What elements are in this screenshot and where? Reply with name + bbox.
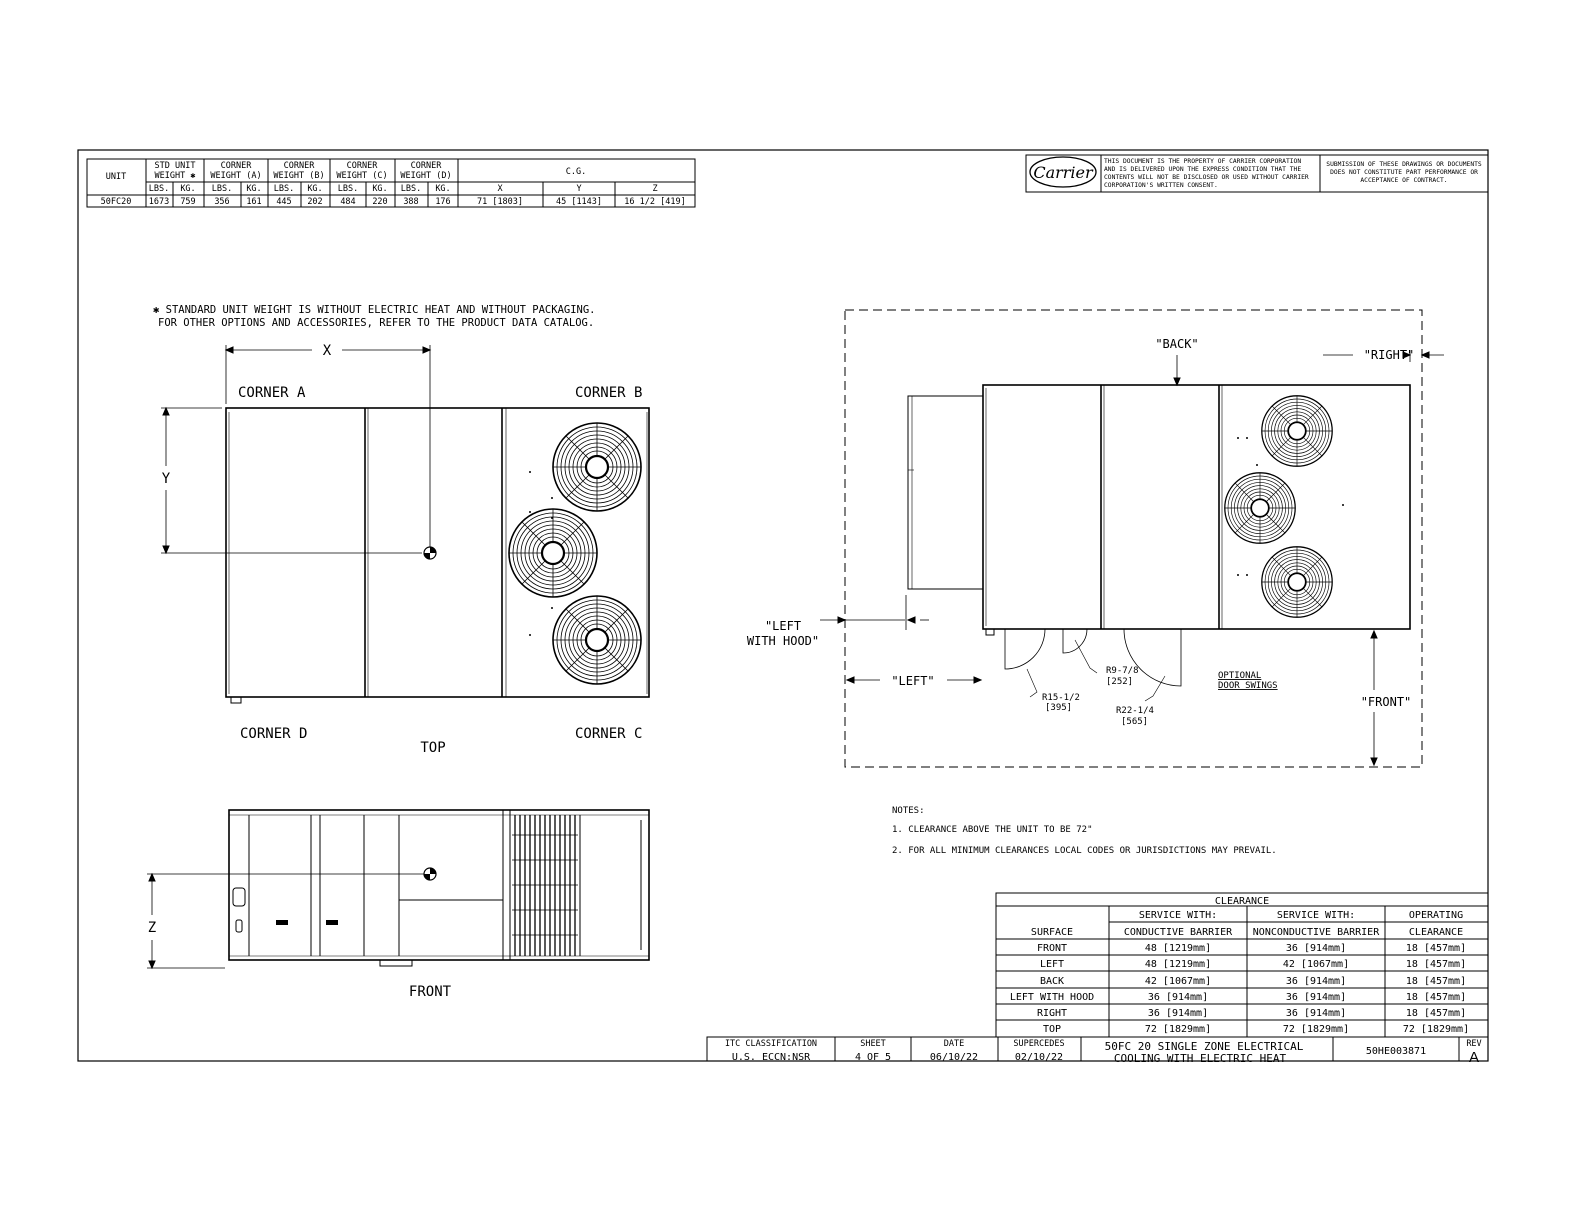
wt-row-std-lbs: 1673 (148, 197, 170, 207)
right-label: "RIGHT" (1363, 348, 1415, 362)
ct-row-1-surface: LEFT (1039, 959, 1065, 970)
tb-title-line-2: COOLING WITH ELECTRIC HEAT (1113, 1052, 1287, 1065)
wt-sub-lbs-a: LBS. (211, 184, 233, 194)
clearance-plan-fans (1225, 396, 1332, 617)
left-hood-label-2: WITH HOOD" (746, 634, 820, 648)
wt-row-cg-z: 16 1/2 [419] (624, 197, 686, 207)
property-notice-line-2: AND IS DELIVERED UPON THE EXPRESS CONDITION THAT THE (1104, 166, 1302, 173)
wt-row-unit: 50FC20 (100, 197, 132, 207)
fan-icon (1262, 547, 1332, 617)
clearance-table-title: CLEARANCE (1214, 896, 1270, 907)
wt-sub-kg-c: KG. (372, 184, 388, 194)
tb-rev-label: REV (1466, 1039, 1482, 1049)
wt-sub-z: Z (652, 184, 658, 194)
ct-row-0-conductive: 48 [1219mm] (1144, 943, 1212, 954)
ct-row-2-operating: 18 [457mm] (1405, 976, 1467, 987)
wt-sub-x: X (497, 184, 503, 194)
wt-row-cg-y: 45 [1143] (555, 197, 603, 207)
wt-row-cg-x: 71 [1803] (476, 197, 524, 207)
wt-header-corner-c-1: CORNER (346, 161, 378, 171)
wt-sub-lbs-d: LBS. (400, 184, 422, 194)
ct-h2-nonconductive: NONCONDUCTIVE BARRIER (1252, 927, 1380, 938)
wt-row-std-kg: 759 (180, 197, 196, 207)
notes-title: NOTES: (892, 806, 925, 816)
submission-notice-line-3: ACCEPTANCE OF CONTRACT. (1360, 177, 1448, 184)
ct-row-3-conductive: 36 [914mm] (1147, 992, 1209, 1003)
wt-header-cg: C.G. (565, 167, 587, 177)
ct-h1-service-nonconductive: SERVICE WITH: (1276, 910, 1356, 921)
wt-row-d-kg: 176 (435, 197, 451, 207)
property-notice-line-1: THIS DOCUMENT IS THE PROPERTY OF CARRIER CORPORATION (1104, 158, 1302, 165)
property-notice-line-3: CONTENTS WILL NOT BE DISCLOSED OR USED WITHOUT CARRIER (1104, 174, 1309, 181)
note-1: 1. CLEARANCE ABOVE THE UNIT TO BE 72" (892, 825, 1093, 835)
ct-h1-operating: OPERATING (1408, 910, 1464, 921)
left-label: "LEFT" (891, 674, 935, 688)
front-view (147, 810, 649, 968)
radius-1-label: R15-1/2 (1042, 693, 1080, 703)
wt-sub-lbs-std: LBS. (148, 184, 170, 194)
wt-header-std-2: WEIGHT ✱ (154, 171, 196, 181)
tb-date-label: DATE (943, 1039, 965, 1049)
tb-sheet-value: 4 OF 5 (854, 1052, 892, 1063)
ct-row-0-nonconductive: 36 [914mm] (1285, 943, 1347, 954)
tb-sheet-label: SHEET (860, 1039, 886, 1049)
note-2: 2. FOR ALL MINIMUM CLEARANCES LOCAL CODES OR JURISDICTIONS MAY PREVAIL. (892, 846, 1277, 856)
door-swing-label-1: OPTIONAL (1218, 671, 1262, 681)
top-dim-y-label: Y (161, 471, 171, 487)
wt-row-b-lbs: 445 (276, 197, 292, 207)
front-clearance-label: "FRONT" (1360, 695, 1412, 709)
tb-supersedes-value: 02/10/22 (1014, 1052, 1064, 1063)
ct-row-5-operating: 72 [1829mm] (1402, 1024, 1470, 1035)
front-view-label: FRONT (408, 984, 452, 1000)
fan-icon (553, 423, 641, 511)
radius-3-label: R22-1/4 (1116, 706, 1154, 716)
wt-sub-kg-std: KG. (180, 184, 196, 194)
ct-row-4-operating: 18 [457mm] (1405, 1008, 1467, 1019)
corner-b-label: CORNER B (575, 385, 643, 401)
left-hood-label-1: "LEFT (764, 619, 802, 633)
ct-row-2-conductive: 42 [1067mm] (1144, 976, 1212, 987)
ct-row-3-surface: LEFT WITH HOOD (1009, 992, 1095, 1003)
door-swing-label-2: DOOR SWINGS (1218, 681, 1278, 691)
clearance-plan (820, 310, 1444, 767)
submission-notice-line-2: DOES NOT CONSTITUTE PART PERFORMANCE OR (1330, 169, 1478, 176)
submission-notice-line-1: SUBMISSION OF THESE DRAWINGS OR DOCUMENTS (1326, 161, 1482, 168)
wt-row-c-kg: 220 (372, 197, 388, 207)
radius-2-label: R9-7/8 (1106, 666, 1139, 676)
ct-h2-surface: SURFACE (1030, 927, 1074, 938)
top-view-label: TOP (420, 740, 446, 756)
wt-sub-y: Y (576, 184, 582, 194)
ct-row-4-nonconductive: 36 [914mm] (1285, 1008, 1347, 1019)
ct-row-2-surface: BACK (1039, 976, 1065, 987)
ct-row-4-conductive: 36 [914mm] (1147, 1008, 1209, 1019)
carrier-logo: Carrier (1033, 163, 1093, 182)
wt-header-unit: UNIT (105, 172, 127, 182)
wt-header-corner-c-2: WEIGHT (C) (336, 171, 388, 181)
corner-d-label: CORNER D (240, 726, 308, 742)
fan-icon (553, 596, 641, 684)
ct-row-0-surface: FRONT (1036, 943, 1068, 954)
wt-header-corner-d-1: CORNER (410, 161, 442, 171)
weight-note-line-1: ✱ STANDARD UNIT WEIGHT IS WITHOUT ELECTRIC HEAT AND WITHOUT PACKAGING. (153, 304, 596, 316)
wt-sub-kg-d: KG. (435, 184, 451, 194)
fan-icon (509, 509, 597, 597)
ct-row-1-conductive: 48 [1219mm] (1144, 959, 1212, 970)
property-notice-line-4: CORPORATION'S WRITTEN CONSENT. (1104, 182, 1218, 189)
wt-header-corner-b-1: CORNER (283, 161, 315, 171)
ct-h1-service-conductive: SERVICE WITH: (1138, 910, 1218, 921)
ct-row-5-conductive: 72 [1829mm] (1144, 1024, 1212, 1035)
corner-a-label: CORNER A (238, 385, 306, 401)
tb-drawing-number: 50HE003871 (1365, 1046, 1427, 1057)
wt-header-corner-a-2: WEIGHT (A) (210, 171, 262, 181)
ct-row-0-operating: 18 [457mm] (1405, 943, 1467, 954)
ct-row-5-nonconductive: 72 [1829mm] (1282, 1024, 1350, 1035)
tb-itc-value: U.S. ECCN:NSR (731, 1052, 811, 1063)
wt-row-d-lbs: 388 (403, 197, 419, 207)
cg-symbol-front (424, 868, 436, 880)
ct-row-4-surface: RIGHT (1036, 1008, 1068, 1019)
radius-1-mm: [395] (1045, 703, 1073, 713)
ct-row-3-nonconductive: 36 [914mm] (1285, 992, 1347, 1003)
front-dim-z-label: Z (147, 920, 157, 936)
wt-header-std-1: STD UNIT (154, 161, 196, 171)
corner-c-label: CORNER C (575, 726, 643, 742)
ct-h2-clearance: CLEARANCE (1408, 927, 1464, 938)
front-view-coil-grille (512, 815, 578, 956)
wt-header-corner-d-2: WEIGHT (D) (400, 171, 452, 181)
wt-sub-kg-b: KG. (307, 184, 323, 194)
fan-icon (1225, 473, 1295, 543)
tb-rev-value: A (1468, 1049, 1480, 1066)
weight-note-line-2: FOR OTHER OPTIONS AND ACCESSORIES, REFER TO THE PRODUCT DATA CATALOG. (158, 317, 595, 329)
wt-header-corner-a-1: CORNER (220, 161, 252, 171)
top-view-fans (509, 423, 641, 684)
ct-row-3-operating: 18 [457mm] (1405, 992, 1467, 1003)
ct-h2-conductive: CONDUCTIVE BARRIER (1123, 927, 1233, 938)
radius-3-mm: [565] (1121, 717, 1149, 727)
wt-sub-lbs-b: LBS. (273, 184, 295, 194)
tb-itc-label: ITC CLASSIFICATION (724, 1039, 818, 1049)
wt-row-b-kg: 202 (307, 197, 323, 207)
wt-row-a-lbs: 356 (214, 197, 230, 207)
wt-row-c-lbs: 484 (340, 197, 356, 207)
ct-row-2-nonconductive: 36 [914mm] (1285, 976, 1347, 987)
wt-sub-lbs-c: LBS. (337, 184, 359, 194)
wt-row-a-kg: 161 (246, 197, 262, 207)
tb-title-line-1: 50FC 20 SINGLE ZONE ELECTRICAL (1104, 1040, 1304, 1053)
cg-symbol-top (424, 547, 436, 559)
top-dim-x-label: X (322, 343, 332, 359)
wt-sub-kg-a: KG. (246, 184, 262, 194)
ct-row-1-nonconductive: 42 [1067mm] (1282, 959, 1350, 970)
tb-date-value: 06/10/22 (929, 1052, 979, 1063)
radius-2-mm: [252] (1106, 677, 1134, 687)
wt-header-corner-b-2: WEIGHT (B) (273, 171, 325, 181)
back-label: "BACK" (1155, 337, 1199, 351)
sheet-border (78, 150, 1488, 1061)
ct-row-1-operating: 18 [457mm] (1405, 959, 1467, 970)
ct-row-5-surface: TOP (1042, 1024, 1062, 1035)
fan-icon (1262, 396, 1332, 466)
tb-supersedes-label: SUPERCEDES (1013, 1039, 1065, 1049)
